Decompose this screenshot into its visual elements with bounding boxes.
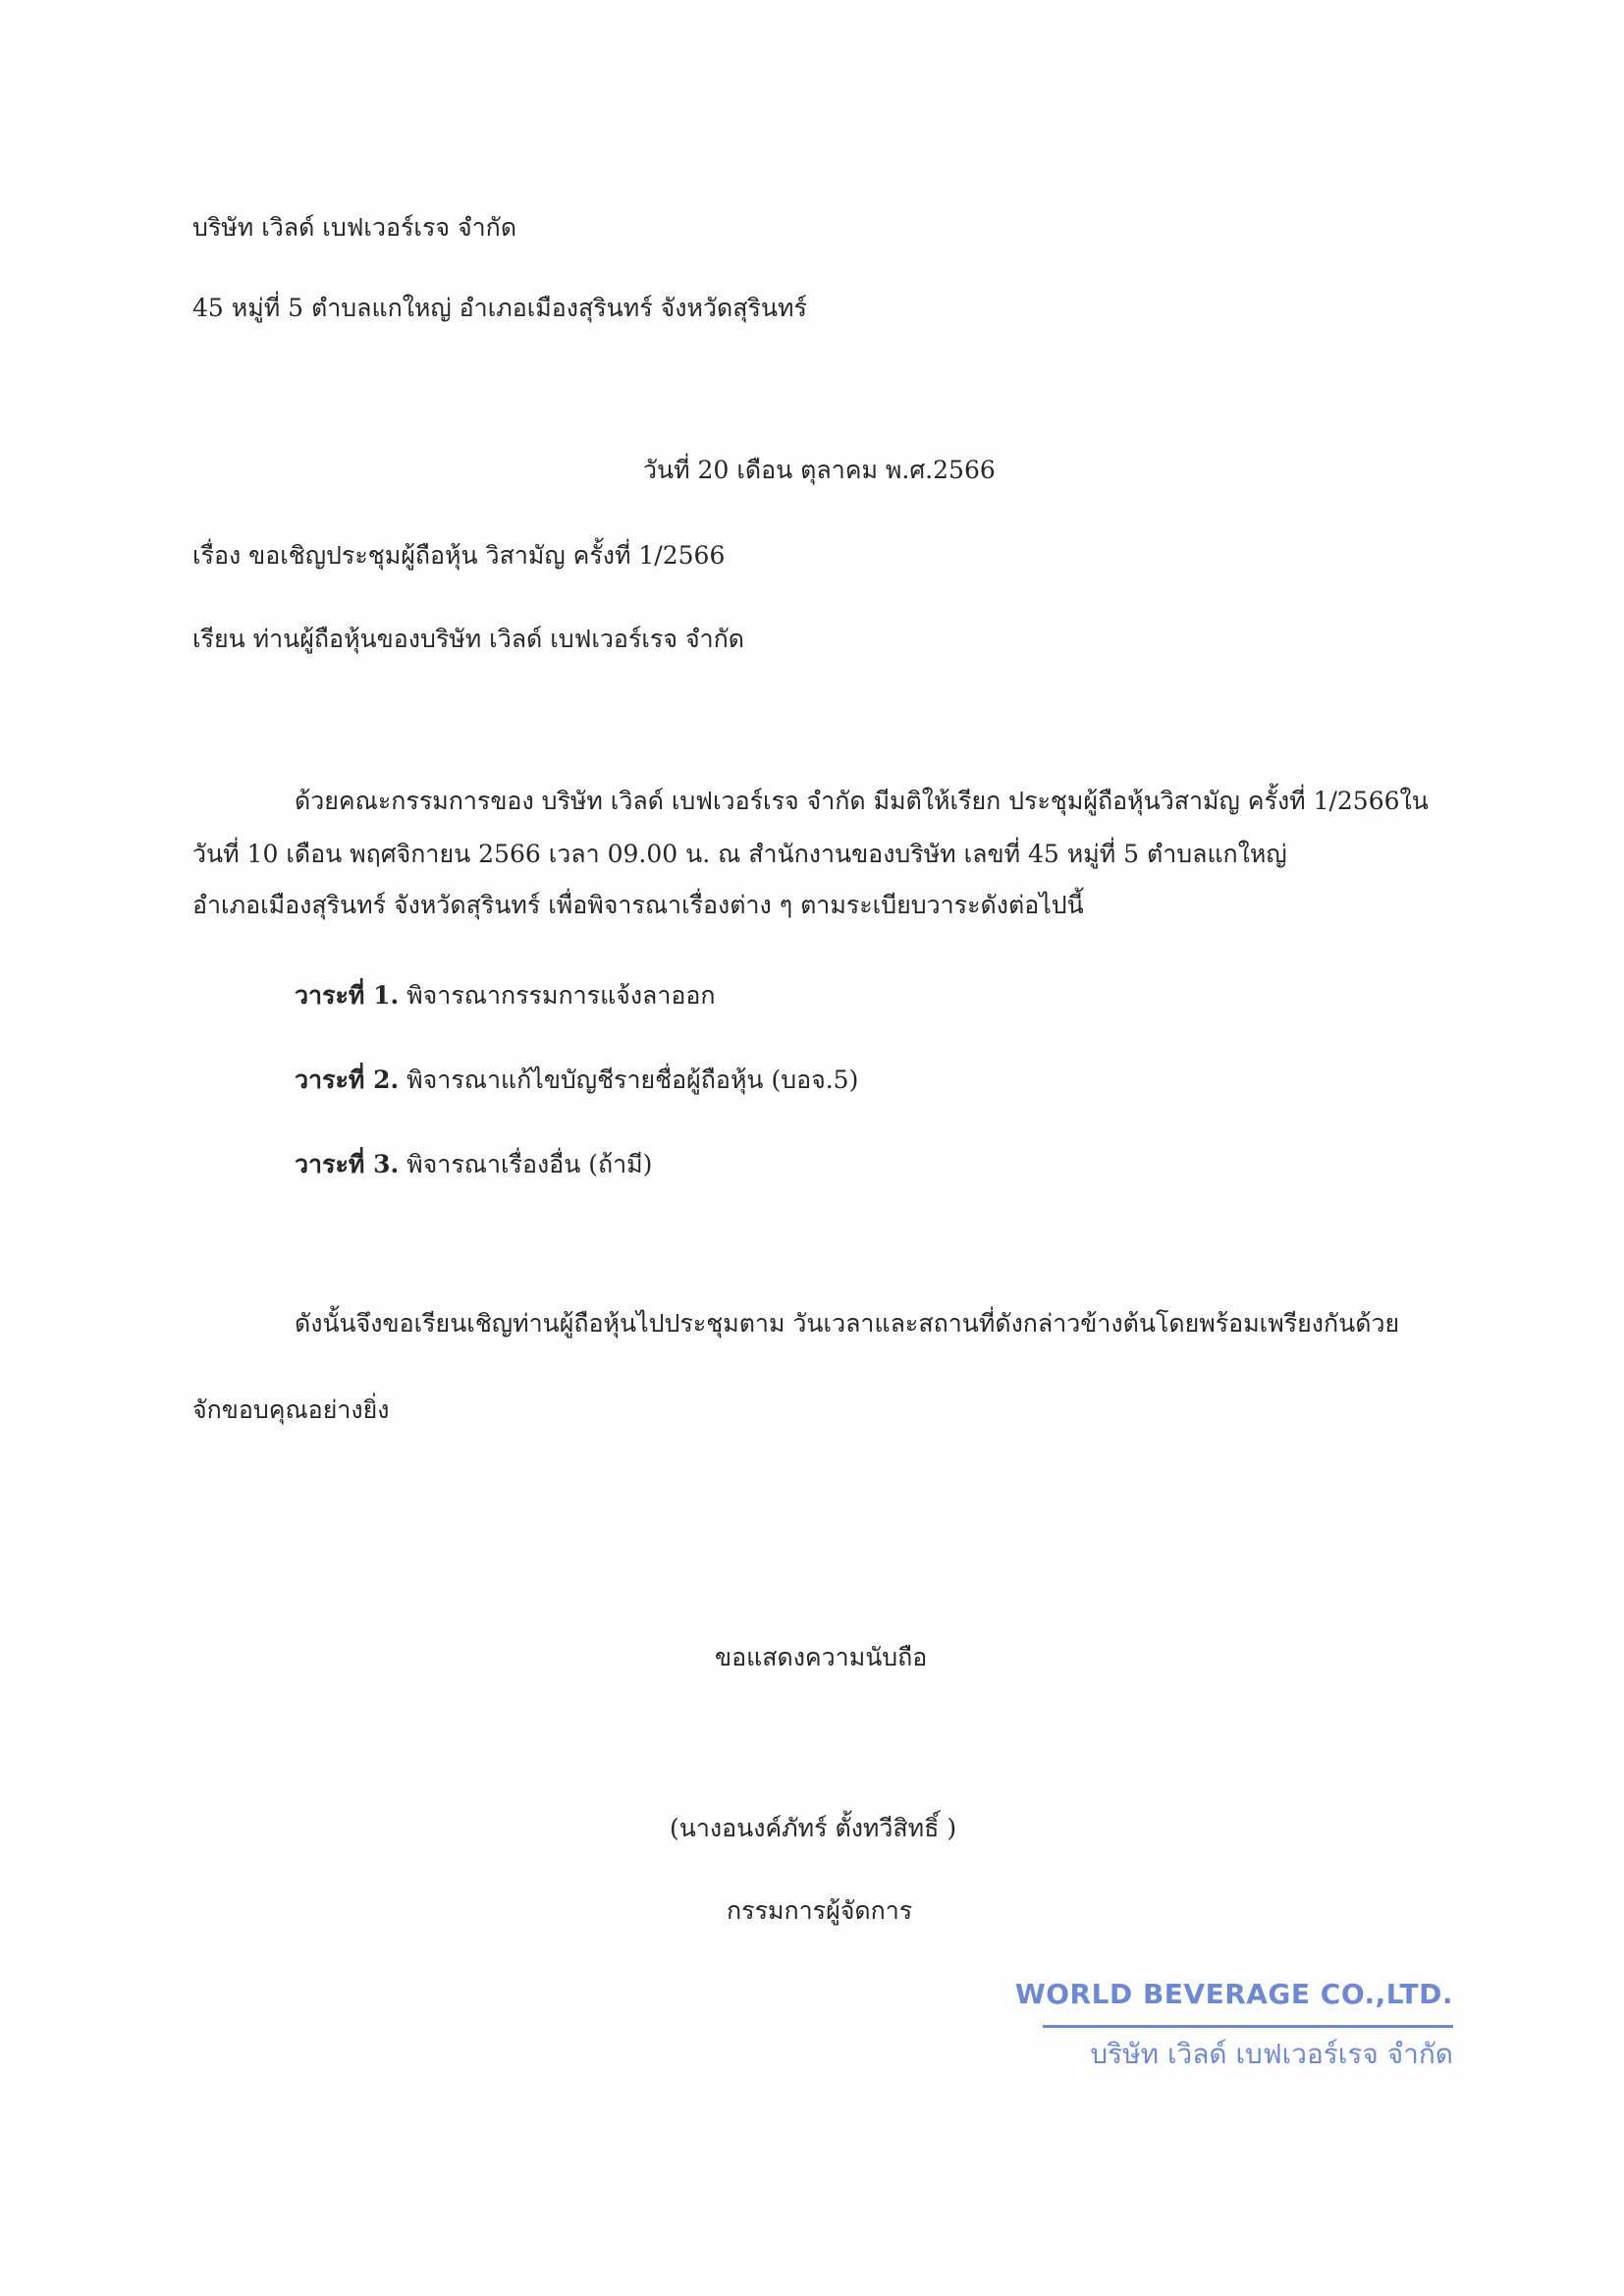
- stamp-thai-name: บริษัท เวิลด์ เบฟเวอร์เรจ จำกัด: [1090, 2038, 1453, 2070]
- closing-line-1: ดังนั้นจึงขอเรียนเชิญท่านผู้ถือหุ้นไปประชุมตาม วันเวลาและสถานที่ดังกล่าวข้างต้นโดยพร้อมเพรียงกันด้วย: [295, 1309, 1400, 1338]
- agenda-item: [295, 1063, 858, 1098]
- body-line-2: วันที่ 10 เดือน พฤศจิกายน 2566 เวลา 09.00 น. ณ สำนักงานของบริษัท เลขที่ 45 หมู่ที่ 5 ตำบลแกใหญ่: [192, 840, 1287, 868]
- closing-line-2: จักขอบคุณอย่างยิ่ง: [192, 1395, 390, 1424]
- signatory-name: (นางอนงค์ภัทร์ ตั้งทวีสิทธิ์ ): [670, 1814, 957, 1842]
- letter-date: วันที่ 20 เดือน ตุลาคม พ.ศ.2566: [643, 456, 996, 484]
- body-line-1: ด้วยคณะกรรมการของ บริษัท เวิลด์ เบฟเวอร์เรจ จำกัด มีมติให้เรียก ประชุมผู้ถือหุ้นวิสามัญ ครั้งที่ 1/2566ใน: [295, 787, 1429, 815]
- agenda-item: [295, 1147, 652, 1182]
- company-stamp: [1014, 1978, 1453, 2086]
- agenda-label: วาระที่ 2.: [295, 1066, 400, 1094]
- agenda-label: วาระที่ 1.: [295, 981, 400, 1010]
- letter-recipient: เรียน ท่านผู้ถือหุ้นของบริษัท เวิลด์ เบฟเวอร์เรจ จำกัด: [192, 625, 744, 653]
- agenda-text: พิจารณาเรื่องอื่น (ถ้ามี): [399, 1150, 653, 1178]
- letter-subject: เรื่อง ขอเชิญประชุมผู้ถือหุ้น วิสามัญ ครั้งที่ 1/2566: [192, 541, 726, 570]
- company-address: 45 หมู่ที่ 5 ตำบลแกใหญ่ อำเภอเมืองสุรินทร์ จังหวัดสุรินทร์: [192, 294, 807, 322]
- company-name: บริษัท เวิลด์ เบฟเวอร์เรจ จำกัด: [192, 213, 517, 242]
- stamp-english-name: WORLD BEVERAGE CO.,LTD.: [1014, 1978, 1453, 2010]
- agenda-text: พิจารณากรรมการแจ้งลาออก: [399, 981, 716, 1010]
- body-line-3: อำเภอเมืองสุรินทร์ จังหวัดสุรินทร์ เพื่อพิจารณาเรื่องต่าง ๆ ตามระเบียบวาระดังต่อไปนี้: [192, 891, 1084, 919]
- signatory-position: กรรมการผู้จัดการ: [727, 1896, 913, 1925]
- stamp-divider: [1043, 2025, 1453, 2028]
- agenda-label: วาระที่ 3.: [295, 1150, 400, 1178]
- agenda-item: [295, 978, 716, 1013]
- regards-text: ขอแสดงความนับถือ: [715, 1643, 928, 1671]
- agenda-text: พิจารณาแก้ไขบัญชีรายชื่อผู้ถือหุ้น (บอจ.5): [399, 1066, 859, 1094]
